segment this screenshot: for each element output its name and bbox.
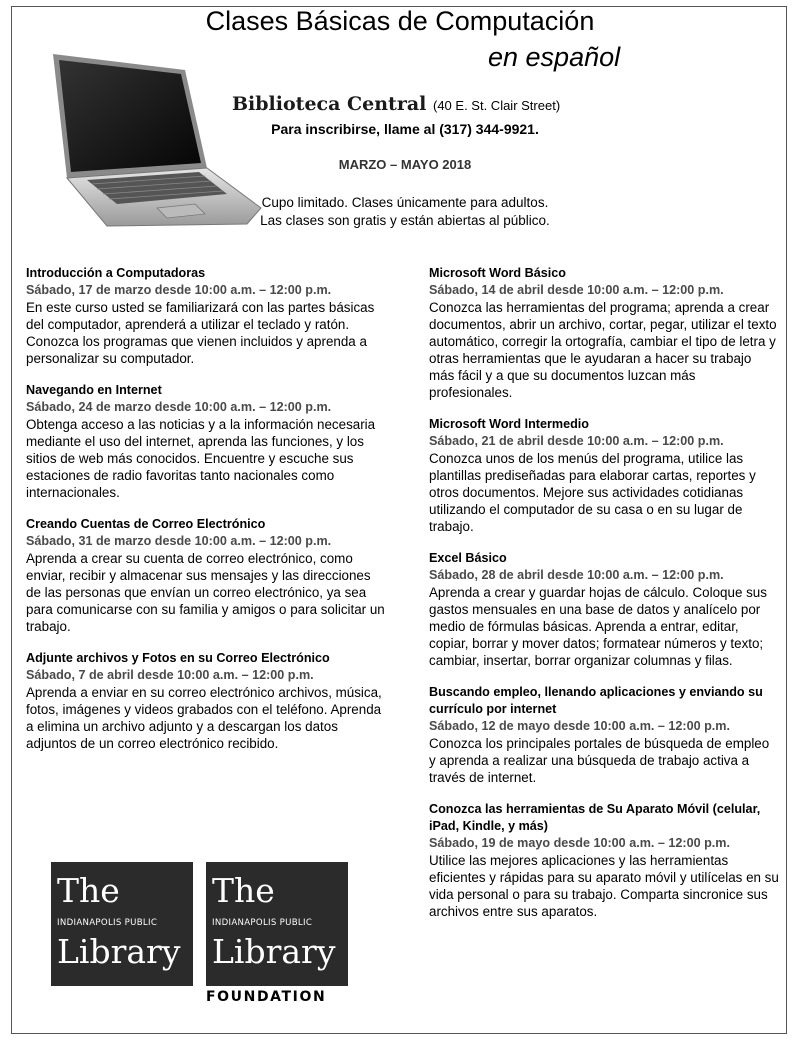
course-item <box>429 416 779 535</box>
course-date: Sábado, 28 de abril desde 10:00 a.m. – 12:00 p.m. <box>429 568 724 582</box>
course-item <box>26 265 386 367</box>
course-title: Excel Básico <box>429 551 507 565</box>
enrollment-note-line: Las clases son gratis y están abiertas al público. <box>260 213 550 228</box>
logo-library: Library <box>57 932 181 971</box>
course-date: Sábado, 21 de abril desde 10:00 a.m. – 12:00 p.m. <box>429 434 724 448</box>
course-date: Sábado, 12 de mayo desde 10:00 a.m. – 12:00 p.m. <box>429 719 730 733</box>
course-description: Aprenda a enviar en su correo electrónico archivos, música, fotos, imágenes y videos grabados con el teléfono. Aprenda a elimina un archivo adjunto y a descargan los datos adjuntos de un correo electrónico recibido. <box>26 685 382 751</box>
course-date: Sábado, 14 de abril desde 10:00 a.m. – 12:00 p.m. <box>429 283 724 297</box>
course-description: Conozca unos de los menús del programa, utilice las plantillas prediseñadas para elaborar cartas, reportes y otros documentos. Mejore sus actividades cotidianas utilizando el computador de su casa o en su lugar de trabajo. <box>429 451 756 534</box>
foundation-logo <box>206 862 348 986</box>
course-date: Sábado, 31 de marzo desde 10:00 a.m. – 12:00 p.m. <box>26 534 332 548</box>
library-logo <box>51 862 193 986</box>
course-description: En este curso usted se familiarizará con las partes básicas del computador, aprenderá a utilizar el teclado y ratón. Conozca los programas que vienen incluidos y aprenda a personalizar su computador. <box>26 300 375 366</box>
library-address: (40 E. St. Clair Street) <box>433 98 561 113</box>
page-subtitle: en español <box>488 42 621 72</box>
course-item <box>429 550 779 669</box>
course-description: Aprenda a crear y guardar hojas de cálculo. Coloque sus gastos mensuales en una base de datos y analícelo por medio de fórmulas básicas. Aprenda a entrar, editar, copiar, borrar y mover datos; formatear números y texto; cambiar, insertar, borrar organizar columnas y filas. <box>429 585 767 668</box>
course-description: Utilice las mejores aplicaciones y las herramientas eficientes y rápidas para su aparato móvil y utilícelas en su vida personal o para su trabajo. Comparta sincronice sus archivos entre sus aparatos. <box>429 853 779 919</box>
course-title: Microsoft Word Básico <box>429 266 566 280</box>
course-description: Aprenda a crear su cuenta de correo electrónico, como enviar, recibir y almacenar sus mensajes y las direcciones de las personas que envían un correo electrónico, ya sea para comunicarse con su familia y amigos o para solicitar un trabajo. <box>26 551 385 634</box>
course-item <box>26 516 386 635</box>
course-date: Sábado, 7 de abril desde 10:00 a.m. – 12:00 p.m. <box>26 668 314 682</box>
course-date: Sábado, 17 de marzo desde 10:00 a.m. – 12:00 p.m. <box>26 283 332 297</box>
course-description: Conozca las herramientas del programa; aprenda a crear documentos, abrir un archivo, cortar, pegar, utilizar el texto automático, corregir la ortografía, cambiar el tipo de letra y otras herramientas que le ayudaran a hacer su trabajo más fácil y a que su documentos luzcan más profesionales. <box>429 300 777 400</box>
course-title: Buscando empleo, llenando aplicaciones y enviando su currículo por internet <box>429 685 763 716</box>
course-title: Conozca las herramientas de Su Aparato Móvil (celular, iPad, Kindle, y más) <box>429 802 761 833</box>
course-item <box>429 265 779 401</box>
course-item <box>429 801 779 920</box>
course-title: Adjunte archivos y Fotos en su Correo Electrónico <box>26 651 330 665</box>
enrollment-note <box>200 194 610 230</box>
course-item <box>429 684 779 786</box>
registration-info: Para inscribirse, llame al (317) 344-9921. <box>271 121 539 137</box>
courses-right-column <box>429 265 779 935</box>
enrollment-note-line: Cupo limitado. Clases únicamente para adultos. <box>261 195 549 210</box>
course-date: Sábado, 19 de mayo desde 10:00 a.m. – 12:00 p.m. <box>429 836 730 850</box>
course-title: Creando Cuentas de Correo Electrónico <box>26 517 266 531</box>
logo-library: Library <box>212 932 336 971</box>
course-item <box>26 382 386 501</box>
logo-ipl: INDIANAPOLIS PUBLIC <box>212 918 313 928</box>
course-title: Navegando en Internet <box>26 383 162 397</box>
course-description: Obtenga acceso a las noticias y a la información necesaria mediante el uso del internet, aprenda las funciones, y los sitios de web más conocidos. Encuentre y escuche sus estaciones de radio favoritas tanto nacionales como internacionales. <box>26 417 376 500</box>
library-name-text: Biblioteca Central <box>232 93 427 115</box>
logo-the: The <box>57 871 120 910</box>
course-date: Sábado, 24 de marzo desde 10:00 a.m. – 12:00 p.m. <box>26 400 332 414</box>
foundation-label: FOUNDATION <box>206 989 327 1005</box>
course-title: Introducción a Computadoras <box>26 266 206 280</box>
course-title: Microsoft Word Intermedio <box>429 417 589 431</box>
page-title: Clases Básicas de Computación <box>205 6 595 36</box>
courses-left-column <box>26 265 386 767</box>
library-name <box>232 93 560 115</box>
course-item <box>26 650 386 752</box>
date-range: MARZO – MAYO 2018 <box>338 157 472 172</box>
logo-ipl: INDIANAPOLIS PUBLIC <box>57 918 158 928</box>
logo-the: The <box>212 871 275 910</box>
course-description: Conozca los principales portales de búsqueda de empleo y aprenda a realizar una búsqueda de trabajo activa a través de internet. <box>429 736 770 785</box>
